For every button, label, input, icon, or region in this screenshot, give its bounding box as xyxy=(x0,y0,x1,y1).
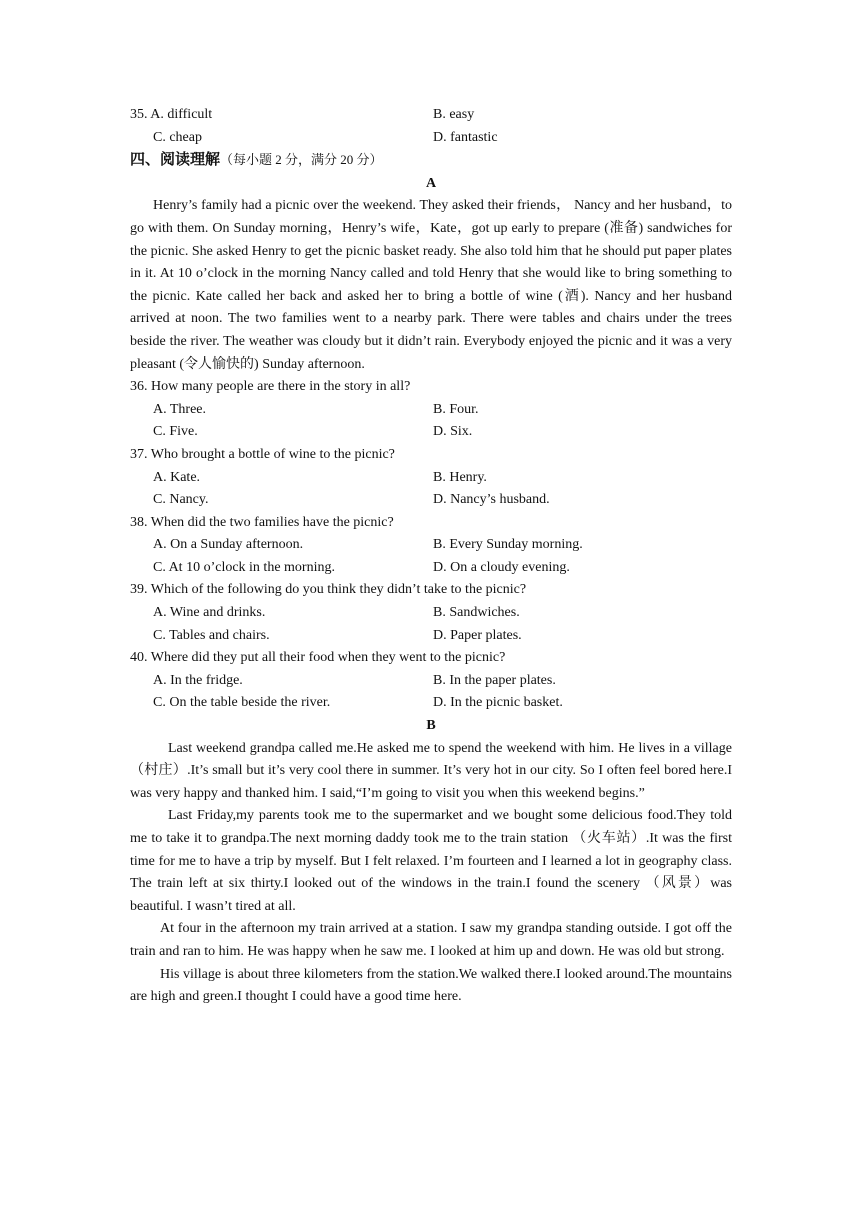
option-d: D. In the picnic basket. xyxy=(433,695,563,711)
passage-b-paragraph-3: At four in the afternoon my train arrived at a station. I saw my grandpa standing outside. I got off the train and ran to him. He was happy when he saw me. I looked at him up and down. He was old but strong. xyxy=(130,921,732,959)
page-content xyxy=(130,104,732,1009)
question-stem: 39. Which of the following do you think they didn’t take to the picnic? xyxy=(130,582,527,598)
option-a: 35. A. difficult xyxy=(130,107,213,122)
passage-b-paragraph-2: Last Friday,my parents took me to the supermarket and we bought some delicious food.They told me to take it to grandpa.The next morning daddy took me to the train station （火车站）.It was the first time for me to have a trip by myself. But I felt relaxed. I’m fourteen and I learned a lot in geography class. The train left at six thirty.I looked out of the windows in the train.I found the scenery （风景）was beautiful. I wasn’t tired at all. xyxy=(130,808,732,914)
option-a: A. On a Sunday afternoon. xyxy=(153,537,304,553)
option-d: D. Nancy’s husband. xyxy=(433,492,550,508)
question-stem: 38. When did the two families have the picnic? xyxy=(130,514,394,530)
options-row xyxy=(130,489,732,512)
option-a: A. Wine and drinks. xyxy=(153,605,266,621)
option-b: B. In the paper plates. xyxy=(433,672,556,688)
option-c: C. Five. xyxy=(153,424,198,440)
options-row xyxy=(130,692,732,715)
options-row xyxy=(130,670,732,693)
passage-b-paragraph-1: Last weekend grandpa called me.He asked me to spend the weekend with him. He lives in a village （村庄）.It’s small but it’s very cool there in summer. It’s very hot in our city. So I often feel bored here.I was very happy and thanked him. I said,“I’m going to visit you when this weekend begins.” xyxy=(130,740,732,801)
section-heading xyxy=(130,149,732,173)
section-title: 四、阅读理解 xyxy=(130,152,221,169)
option-c: C. On the table beside the river. xyxy=(153,695,331,711)
option-c: C. cheap xyxy=(153,129,202,145)
q35-row-1 xyxy=(130,104,732,127)
question-stem: 36. How many people are there in the story in all? xyxy=(130,379,411,395)
option-d: D. On a cloudy evening. xyxy=(433,559,570,575)
option-a: A. Kate. xyxy=(153,469,201,485)
option-c: C. Tables and chairs. xyxy=(153,627,270,643)
option-a: A. Three. xyxy=(153,401,206,417)
passage-a-text: Henry’s family had a picnic over the weekend. They asked their friends， Nancy and her husband，to go with them. On Sunday morning，Henry’s wife，Kate，got up early to prepare (准备) sandwiches for the picnic. She asked Henry to get the picnic basket ready. She also told him that he should put paper plates in it. At 10 o’clock in the morning Nancy called and told Henry that she would like to bring something to the picnic. Kate called her back and asked her to bring a bottle of wine (酒). Nancy and her husband arrived at noon. The two families went to a nearby park. There were tables and chairs under the trees beside the river. The weather was cloudy but it didn’t rain. Everybody enjoyed the picnic and it was a very pleasant (令人愉快的) Sunday afternoon. xyxy=(130,198,732,372)
options-row xyxy=(130,557,732,580)
q35-row-2 xyxy=(130,127,732,150)
question-stem: 37. Who brought a bottle of wine to the picnic? xyxy=(130,446,395,462)
passage-b-label: B xyxy=(426,718,436,734)
option-b: B. Every Sunday morning. xyxy=(433,537,583,553)
option-d: D. Paper plates. xyxy=(433,627,522,643)
option-d: D. Six. xyxy=(433,424,473,440)
options-row xyxy=(130,467,732,490)
question-stem: 40. Where did they put all their food when they went to the picnic? xyxy=(130,650,506,666)
options-row xyxy=(130,534,732,557)
options-row xyxy=(130,602,732,625)
option-b: B. easy xyxy=(433,107,475,122)
option-b: B. Four. xyxy=(433,401,479,417)
options-row xyxy=(130,421,732,444)
passage-a-label: A xyxy=(425,175,437,191)
option-d: D. fantastic xyxy=(433,129,498,145)
option-c: C. At 10 o’clock in the morning. xyxy=(153,559,335,575)
option-b: B. Henry. xyxy=(433,469,487,485)
option-c: C. Nancy. xyxy=(153,492,209,508)
options-row xyxy=(130,625,732,648)
options-row xyxy=(130,399,732,422)
passage-b-paragraph-4: His village is about three kilometers from the station.We walked there.I looked around.The mountains are high and green.I thought I could have a good time here. xyxy=(130,966,732,1005)
option-b: B. Sandwiches. xyxy=(433,605,520,621)
section-note: （每小题 2 分，满分 20 分） xyxy=(220,152,383,168)
option-a: A. In the fridge. xyxy=(153,672,243,688)
